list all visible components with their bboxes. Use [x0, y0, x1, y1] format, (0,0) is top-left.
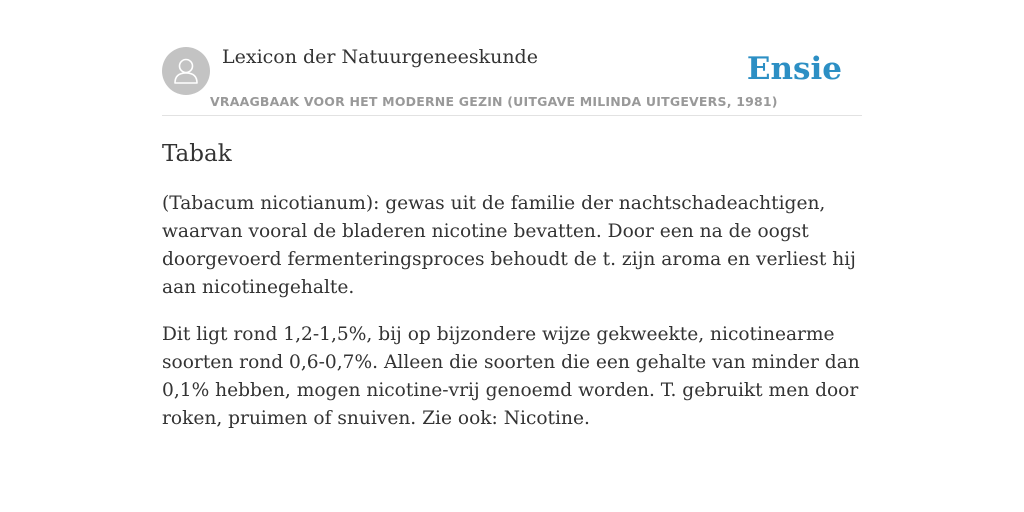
- entry-title: Tabak: [162, 141, 232, 167]
- entry-body: [162, 190, 862, 433]
- lexicon-header: [162, 40, 862, 116]
- ensie-logo[interactable]: Ensie: [746, 51, 842, 87]
- lexicon-title[interactable]: Lexicon der Natuurgeneeskunde: [222, 46, 538, 68]
- user-icon[interactable]: [162, 47, 210, 95]
- source-subtitle: VRAAGBAAK VOOR HET MODERNE GEZIN (UITGAVE MILINDA UITGEVERS, 1981): [210, 94, 778, 109]
- entry-paragraph: (Tabacum nicotianum): gewas uit de familie der nachtschadeachtigen, waarvan vooral de bladeren nicotine bevatten. Door een na de oogst doorgevoerd fermenteringsproces behoudt de t. zijn aroma en verliest hij aan nicotinegehalte.: [162, 193, 856, 298]
- entry-card: [162, 40, 862, 452]
- entry-paragraph: Dit ligt rond 1,2-1,5%, bij op bijzondere wijze gekweekte, nicotinearme soorten rond 0,6-0,7%. Alleen die soorten die een gehalte van minder dan 0,1% hebben, mogen nicotine-vrij genoemd worden. T. gebruikt men door roken, pruimen of snuiven. Zie ook: Nicotine.: [162, 324, 860, 429]
